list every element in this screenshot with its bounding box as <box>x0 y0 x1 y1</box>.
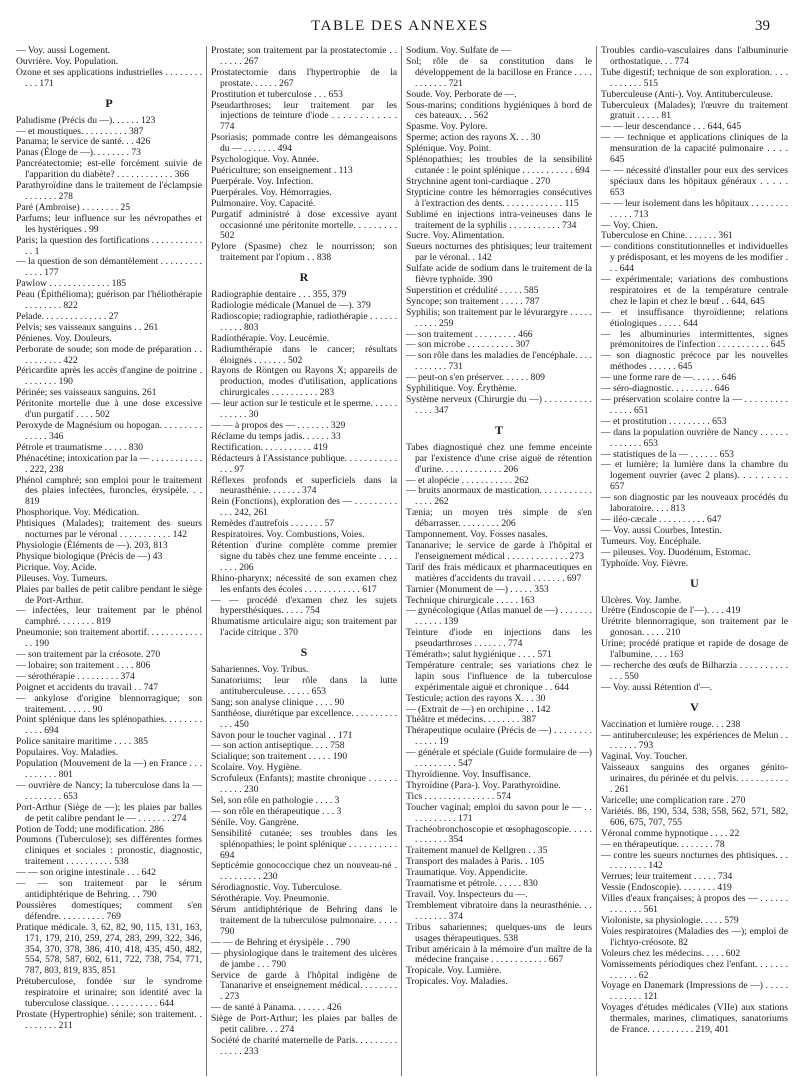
index-entry: Pétrole et traumatisme . . . . . 830 <box>16 441 144 453</box>
index-entry: Sueurs nocturnes des phtisiques; leur traitement par le véronal. . 142 <box>406 241 592 264</box>
index-entry: Trachéobronchoscopie et œsophagoscopie. . . . . . . . . . . . 354 <box>406 823 592 846</box>
index-entry: Tuberculose en Chine. . . . . . . 361 <box>601 230 733 242</box>
index-entry: Prostate (Hypertrophie) sénile; son traitement. . . . . . . . . 211 <box>16 1008 202 1031</box>
index-entry: Violoniste, sa physiologie. . . . . 579 <box>601 914 739 926</box>
index-entry: Population (Mouvement de la —) en France . . . . . . . . . . 801 <box>16 758 202 780</box>
section-letter: S <box>300 645 308 660</box>
index-entry: — contre les sueurs nocturnes des phtisiques. . . . . . . . . . . 142 <box>601 849 788 872</box>
index-entry: Technique chirurgicale . . . . . 163 <box>406 594 535 606</box>
index-entry: Soude. Voy. Perborate de —. <box>406 88 517 100</box>
index-entry: Système nerveux (Chirurgie du —) . . . . . . . . . . . . . . 347 <box>406 394 592 416</box>
index-entry: Traumatisme et pétrole. . . . . . 830 <box>406 878 538 890</box>
index-entry: — et moustiques. . . . . . . . . . 387 <box>16 125 144 137</box>
index-entry: Prostate; son traitement par la prostatectomie . . . . . . . 267 <box>211 46 397 67</box>
index-entry: Sang; son analyse clinique . . . . 90 <box>211 696 345 708</box>
index-entry: — son traitement . . . . . . . . . 466 <box>406 328 533 340</box>
index-entry: Pawlow . . . . . . . . . . . . . 185 <box>16 278 127 290</box>
index-entry: Vaisseaux sanguins des organes génito-urinaires, du périnée et du pelvis. . . . . . . . . . . . 261 <box>601 762 788 796</box>
index-entry: — bruits anormaux de mastication. . . . . . . . . . . . . . . 262 <box>406 485 592 508</box>
index-entry: — Voy. Chien. <box>601 219 658 231</box>
index-entry: — (Extrait de —) en orchipine . . 142 <box>406 703 551 715</box>
index-entry: Sahariennes. Voy. Tribus. <box>211 664 309 676</box>
index-entry: Tube digestif; technique de son exploration. . . . . . . . . . . 515 <box>601 66 788 89</box>
index-entry: — et insuffisance thyroïdienne; relations étiologiques . . . . . 644 <box>601 306 788 329</box>
index-entry: Tuberculeuse (Anti-). Voy. Antituberculeuse. <box>601 88 773 100</box>
index-entry: Typhoïde. Voy. Fièvre. <box>601 557 689 569</box>
index-entry: Paris; la question des fortifications . . . . . . . . . . . . . 1 <box>16 234 202 257</box>
index-entry: Tribut américain à la mémoire d'un maître de la médecine française . . . . . . . . . . . . 667 <box>406 943 592 966</box>
index-entry: Voies respiratoires (Maladies des —); emploi de l'ichtyo-créosote. 82 <box>601 925 788 948</box>
index-entry: Poumons (Tuberculose); ses différentes formes cliniques et sociales : pronostic, diagnostic, traitement . . . . . . . . . . 538 <box>16 834 202 868</box>
index-entry: Paré (Ambroise) . . . . . . . . 25 <box>16 201 131 213</box>
index-entry: Paludisme (Précis du —). . . . . . 123 <box>16 114 156 126</box>
index-entry: Remèdes d'autrefois . . . . . . . 57 <box>211 518 335 530</box>
index-entry: — statistiques de la — . . . . . . 653 <box>601 448 734 460</box>
index-entry: Tamponnement. Voy. Fosses nasales. <box>406 529 548 541</box>
index-entry: Tropicales. Voy. Maladies. <box>406 976 508 988</box>
index-entry: Rétention d'urine complète comme premier signe du tabès chez une femme enceinte . . . . . . . . 206 <box>211 539 397 573</box>
index-entry: Traitement manuel de Kellgren . . 35 <box>406 845 548 857</box>
index-entry: Picrique. Voy. Acide. <box>16 561 97 573</box>
index-entry: Police sanitaire maritime . . . . 385 <box>16 736 148 748</box>
index-entry: Potion de Todd; une modification. 286 <box>16 823 164 835</box>
index-entry: Strychnine agent toni-cardiaque . 270 <box>406 175 551 187</box>
index-entry: Phénacétine; intoxication par la — . . . . . . . . . . . . 222, 238 <box>16 452 202 475</box>
index-entry: Service de garde à l'hôpital indigène de Tananarive et enseignement médical. . . . . . . . . 273 <box>211 969 397 1003</box>
index-entry: — de santé à Panama. . . . . . . 426 <box>211 1002 342 1014</box>
index-entry: — pileuses. Voy. Duodénum, Estomac. <box>601 546 751 558</box>
index-entry: — — leur isolement dans les hôpitaux . . . . . . . . . . . . . 713 <box>601 197 788 220</box>
index-entry: Spasme. Voy. Pylore. <box>406 121 488 133</box>
index-entry: Santhéose, diurétique par excellence. . . . . . . . . . . . . 450 <box>211 707 397 730</box>
index-entry: Vaginal. Voy. Toucher. <box>601 751 688 763</box>
index-entry: Respiratoires. Voy. Combustions, Voies. <box>211 529 365 541</box>
index-entry: Rectification. . . . . . . . . . . 419 <box>211 441 328 453</box>
index-entry: — dans la population ouvrière de Nancy . . . . . . . . . . . . . 653 <box>601 426 788 449</box>
index-entry: Sérodiagnostic. Voy. Tuberculose. <box>211 882 342 894</box>
index-entry: — séro-diagnostic. . . . . . . . . 646 <box>601 383 730 395</box>
index-entry: Panama; le service de santé. . . 426 <box>16 136 151 148</box>
index-entry: Peroxyde de Magnésium ou hopogan. . . . . . . . . . . . . . 346 <box>16 420 202 442</box>
index-entry: Syphilis; son traitement par le lévurargyre . . . . . . . . . . 259 <box>406 306 592 329</box>
index-entry: Témérath»; salut hygiénique . . . . 571 <box>406 649 552 661</box>
index-entry: Prétuberculose, fondée sur le syndrome respiratoire et urinaire; son identité avec la tuberculose classique. . . . . . . . . . . 644 <box>16 976 202 1010</box>
index-entry: Rein (Fonctions), exploration des — . . . . . . . . . . . . 242, 261 <box>211 496 397 519</box>
index-entry: Psychologique. Voy. Année. <box>211 154 319 166</box>
index-entry: Rayons de Röntgen ou Rayons X; appareils de production, modes d'utilisation, applications chirurgicales . . . . . . . . . . 283 <box>211 365 397 399</box>
index-entry: — iléo-cæcale . . . . . . . . . . 647 <box>601 513 722 525</box>
index-entry: Tananarive; le service de garde à l'hôpital et l'enseignement médical . . . . . . . . . . . . . 273 <box>406 539 592 562</box>
index-entry: Poussières domestiques; comment s'en défendre. . . . . . . . . . 769 <box>16 899 202 922</box>
index-entry: Pileuses. Voy. Tumeurs. <box>16 572 108 584</box>
index-entry: — physiologique dans le traitement des ulcères de jambe . . . 790 <box>211 947 397 970</box>
index-entry: Syphilitique. Voy. Érythème. <box>406 383 517 395</box>
index-entry: Splénique. Voy. Point. <box>406 143 492 155</box>
index-entry: — en thérapeutique. . . . . . . . 78 <box>601 838 725 850</box>
index-entry: Pneumonie; son traitement abortif. . . . . . . . . . . . . . 190 <box>16 627 202 650</box>
index-entry: Urètre (Endoscopie de l'—). . . . 419 <box>601 605 741 617</box>
index-entry: Teinture d'iode en injections dans les pseudarthroses . . . . . . . 774 <box>406 627 592 650</box>
index-entry: Périnée; ses vaisseaux sanguins. 261 <box>16 387 157 399</box>
index-entry: Phénol camphré; son emploi pour le traitement des plaies infectées, furoncles, érysipèle. . . 819 <box>16 474 202 508</box>
index-entry: Superstition et crédulité . . . . . 585 <box>406 284 539 296</box>
index-entry: Sulfate acide de sodium dans le traitement de la fièvre typhoïde. 390 <box>406 263 592 286</box>
index-entry: — les albuminuries intermittentes, signes prémonitoires de l'infection . . . . . . . . . . . 645 <box>601 328 788 351</box>
index-entry: Savon pour le toucher vaginal . . 171 <box>211 729 353 741</box>
index-entry: — leur action sur le testicule et le sperme. . . . . . . . . . . . 30 <box>211 398 397 421</box>
index-entry: Sensibilité cutanée; ses troubles dans les splénopathies; le point splénique . . . . . . . . . . 694 <box>211 827 397 861</box>
index-entry: Tarnier (Monument de —) . . . . . 353 <box>406 583 549 595</box>
index-entry: — — nécessité d'installer pour eux des services spéciaux dans les hôpitaux généraux . . . . . 653 <box>601 164 788 198</box>
index-entry: — peut-on s'en préserver. . . . . . 809 <box>406 372 545 384</box>
index-column-2 <box>207 46 402 1076</box>
index-entry: Tics . . . . . . . . . . . . . . . 574 <box>406 790 511 802</box>
index-entry: Thérapeutique oculaire (Précis de —) . . . . . . . . . . . . . 19 <box>406 725 592 748</box>
index-entry: — expérimentale; variations des combustions respiratoires et de la température centrale chez le lapin et chez le bœuf . . 644, 645 <box>601 274 788 307</box>
index-entry: — Voy. aussi Logement. <box>16 46 111 56</box>
page-title: TABLE DES ANNEXES <box>311 18 489 34</box>
index-entry: Pelade. . . . . . . . . . . . . . 27 <box>16 310 119 322</box>
section-letter: U <box>690 575 699 590</box>
index-entry: Péritonite mortelle due à une dose excessive d'un purgatif . . . . 502 <box>16 398 202 421</box>
index-entry: Rhumatisme articulaire aigu; son traitement par l'acide citrique . 370 <box>211 616 397 639</box>
index-entry: Théâtre et médecins. . . . . . . . 387 <box>406 714 537 726</box>
section-letter: P <box>105 95 113 110</box>
index-entry: Radiographie dentaire . . . 355, 379 <box>211 289 347 301</box>
index-entry: Pratique médicale. 3, 62, 82, 90, 115, 131, 163, 171, 179, 210, 259, 274, 283, 299, 322, 346, 354, 370, 378, 386, 410, 418, 435, 450, 482, 554, 578, 587, 602, 611, 722, 738, 754, 771, 787, 803, 819, 835, 851 <box>16 921 202 977</box>
index-entry: Puerpérales. Voy. Hémorragies. <box>211 186 332 198</box>
index-entry: Plaies par balles de petit calibre pendant le siège de Port-Arthur. <box>16 583 202 606</box>
index-entry: Tropicale. Voy. Lumière. <box>406 965 502 977</box>
index-entry: Syncope; son traitement . . . . . 787 <box>406 295 540 307</box>
index-entry: — son diagnostic précoce par les nouvelles méthodes . . . . . . 645 <box>601 350 788 373</box>
index-entry: Psoriasis; pommade contre les démangeaisons du — . . . . . . . 494 <box>211 132 397 155</box>
index-entry: Scolaire. Voy. Hygiène. <box>211 762 302 774</box>
index-entry: — — à propos des — . . . . . . . 329 <box>211 420 346 431</box>
index-entry: — la question de son démantèlement . . . . . . . . . . . . . 177 <box>16 256 202 279</box>
index-entry: Réflexes profonds et superficiels dans la neurasthénie. . . . . . . 374 <box>211 474 397 497</box>
index-entry: — — procédé d'examen chez les sujets hypersthésiques. . . . . 754 <box>211 594 397 617</box>
index-entry: — ankylose d'origine blennorragique; son traitement. . . . . . 90 <box>16 692 202 715</box>
index-entry: Prostatectomie dans l'hypertrophie de la prostate. . . . . . 267 <box>211 66 397 89</box>
index-entry: Tremblement vibratoire dans la neurasthénie. . . . . . . . . . 374 <box>406 899 592 922</box>
index-entry: Sodium. Voy. Sulfate de — <box>406 46 511 56</box>
index-entry: Scrofuleux (Enfants); mastite chronique . . . . . . . . . . . 230 <box>211 773 397 796</box>
section-letter: V <box>690 699 699 714</box>
index-entry: Pelvis; ses vaisseaux sanguins . . 261 <box>16 321 159 333</box>
index-entry: — préservation scolaire contre la — . . . . . . . . . . . . . . 651 <box>601 394 788 416</box>
index-entry: Sel, son rôle en pathologie . . . . 3 <box>211 795 340 806</box>
index-entry: Variétés. 86, 190, 534, 538, 558, 562, 571, 582, 606, 675, 707, 755 <box>601 805 788 828</box>
index-entry: — une forme rare de —. . . . . . 646 <box>601 372 737 384</box>
index-entry: — antituberculeuse; les expériences de Melun . . . . . . . . 793 <box>601 729 788 752</box>
index-entry: Parfums; leur influence sur les névropathes et les hystériques . 99 <box>16 212 202 235</box>
index-entry: Toucher vaginal; emploi du savon pour le — . . . . . . . . . . . 171 <box>406 801 592 824</box>
index-entry: Prostitution et tuberculose . . . 653 <box>211 88 343 100</box>
index-entry: — — de Behring et érysipèle . . 790 <box>211 936 351 948</box>
index-entry: Siège de Port-Arthur; les plaies par balles de petit calibre. . . 274 <box>211 1013 397 1036</box>
index-entry: Pénienes. Voy. Douleurs. <box>16 332 112 344</box>
index-entry: Radiothérapie. Voy. Leucémie. <box>211 332 330 344</box>
page-header <box>0 18 800 42</box>
index-entry: — son diagnostic par les nouveaux procédés du laboratoire. . . . 813 <box>601 492 788 515</box>
index-entry: Troubles cardio-vasculaires dans l'albuminurie orthostatique. . . 774 <box>601 46 788 67</box>
page-number: 39 <box>755 18 770 34</box>
index-entry: Phtisiques (Malades); traitement des sueurs nocturnes par le véronal . . . . . . . . . . . 142 <box>16 518 202 541</box>
index-entry: — sérothérapie . . . . . . . . . 374 <box>16 670 135 682</box>
index-entry: Radiumthérapie dans le cancer; résultats éloignés . . . . . . . 502 <box>211 343 397 366</box>
index-entry: Voyages d'études médicales (VIIe) aux stations thermales, marines, climatiques, sanatoriums de France. . . . . . . . . . 219, 401 <box>601 1002 788 1036</box>
index-column-4 <box>597 46 792 1076</box>
index-entry: Scialique; son traitement . . . . . 190 <box>211 751 348 763</box>
index-entry: Populaires. Voy. Maladies. <box>16 747 119 759</box>
index-entry: Sérothérapie. Voy. Pneumonie. <box>211 893 330 905</box>
index-entry: Pulmonaire. Voy. Capacité. <box>211 197 316 209</box>
index-entry: — et lumière; la lumière dans la chambre du logement ouvrier (avec 2 plans). . . . . . . . . 657 <box>601 459 788 493</box>
index-entry: Puerpérale. Voy. Infection. <box>211 175 314 187</box>
index-entry: Panas (Éloge de —). . . . . . . . 73 <box>16 147 141 159</box>
index-entry: Radioscopie; radiographie, radiothérapie . . . . . . . . . . . 803 <box>211 310 397 333</box>
index-entry: Tuberculeux (Malades); l'œuvre du traitement gratuit . . . . . 81 <box>601 99 788 122</box>
index-entry: Urine; procédé pratique et rapide de dosage de l'albumine. . . . 163 <box>601 638 788 661</box>
section-letter: R <box>299 270 309 285</box>
index-entry: Ouvrière. Voy. Population. <box>16 55 119 67</box>
index-entry: Parathyroïdine dans le traitement de l'éclampsie . . . . . . . 278 <box>16 180 202 202</box>
index-entry: Rhino-pharynx; nécessité de son examen chez les enfants des écoles . . . . . . . . . . . . 617 <box>211 572 397 595</box>
index-column-3 <box>402 46 597 1076</box>
index-entry: Pseudarthroses; leur traitement par les injections de teinture d'iode . . . . . . . . . . . . 774 <box>211 99 397 133</box>
index-entry: Traumatique. Voy. Appendicite. <box>406 867 528 879</box>
index-entry: Purgatif administré à dose excessive ayant occasionné une péritonite mortelle. . . . . . . . . 502 <box>211 208 397 242</box>
index-entry: Varicelle; une complication rare . 270 <box>601 795 746 806</box>
index-entry: — gynécologique (Atlas manuel de —) . . . . . . . . . . . . . 139 <box>406 605 592 628</box>
index-entry: Peau (Épithélioma); guérison par l'héliothérapie . . . . . . . . 822 <box>16 289 202 312</box>
index-entry: — Voy. aussi Rétention d'—. <box>601 681 713 693</box>
index-column-1 <box>12 46 207 1076</box>
index-entry: Transport des malades à Paris. . 105 <box>406 856 545 868</box>
index-entry: — et prostitution . . . . . . . . . 653 <box>601 415 727 427</box>
index-entry: Poignet et accidents du travail . . 747 <box>16 681 159 693</box>
index-entry: — — leur descendance . . . 644, 645 <box>601 121 742 133</box>
index-entry: — générale et spéciale (Guide formulaire de —) . . . . . . . . . 547 <box>406 747 592 770</box>
index-entry: Splénopathies; les troubles de la sensibilité cutanée : le point splénique . . . . . . . . . . . 694 <box>406 154 592 176</box>
section-letter: T <box>494 422 503 437</box>
index-entry: Voleurs chez les médecins. . . . . 602 <box>601 947 741 959</box>
index-entry: Urétrite blennorragique, son traitement par le gonosan. . . . . 210 <box>601 616 788 639</box>
index-entry: Vessie (Endoscopie). . . . . . . . 419 <box>601 882 732 894</box>
index-entry: — lobaire; son traitement . . . . 806 <box>16 659 151 671</box>
index-entry: Sol; rôle de sa constitution dans le développement de la bacillose en France . . . . . . . . . . . 721 <box>406 55 592 89</box>
index-entry: Ozone et ses applications industrielles . . . . . . . . . . . 171 <box>16 66 202 89</box>
index-entry: Sanatoriums; leur rôle dans la lutte antituberculeuse. . . . . . 653 <box>211 675 397 697</box>
index-entry: Physique biologique (Précis de —) 43 <box>16 550 163 562</box>
index-entry: Température centrale; ses variations chez le lapin sous l'influence de la tuberculose expérimentale aiguë et chronique . . 644 <box>406 659 592 693</box>
index-entry: Port-Arthur (Siège de —); les plaies par balles de petit calibre pendant le — . . . . . . . 274 <box>16 801 202 824</box>
index-entry: — ouvrière de Nancy; la tuberculose dans la — . . . . . . . . 653 <box>16 779 202 802</box>
index-entry: Sérum antidiphtérique de Behring dans le traitement de la tuberculose pulmonaire. . . . . 790 <box>211 904 397 937</box>
index-entry: Réclame du temps jadis. . . . . . 33 <box>211 430 341 442</box>
index-entry: Sperme; action des rayons X. . . 30 <box>406 132 541 144</box>
index-entry: Phosphorique. Voy. Médication. <box>16 507 139 519</box>
index-entry: Radiologie médicale (Manuel de —). 379 <box>211 300 371 312</box>
index-entry: Point splénique dans les splénopathies. . . . . . . . . . . . 694 <box>16 714 202 737</box>
index-entry: Pylore (Spasme) chez le nourrisson; son traitement par l'opium . . 838 <box>211 241 397 264</box>
index-entry: Sénile. Voy. Gangrène. <box>211 816 299 828</box>
index-entry: — — son traitement par le sérum antidiphtérique de Behring. . . 790 <box>16 878 202 900</box>
index-entry: — son traitement par la créosote. 270 <box>16 649 161 661</box>
index-entry: Société de charité maternelle de Paris. . . . . . . . . . . . . . 233 <box>211 1034 397 1057</box>
index-entry: Physiologie (Éléments de —). 203, 813 <box>16 539 168 551</box>
index-entry: Rédacteurs à l'Assistance publique. . . . . . . . . . . . . . 97 <box>211 452 397 475</box>
index-entry: — — son origine intestinale . . . 642 <box>16 867 156 879</box>
index-entry: Sous-marins; conditions hygiéniques à bord de ces bateaux. . . 562 <box>406 99 592 122</box>
index-entry: Verrues; leur traitement . . . . . 734 <box>601 871 733 883</box>
index-entry: Testicule; action des rayons X. . . 30 <box>406 692 546 704</box>
index-entry: Tabes diagnostiqué chez une femme enceinte par l'existence d'une crise aiguë de rétention d'urine. . . . . . . . . . . . . 206 <box>406 441 592 475</box>
index-entry: — son rôle en thérapeutique . . . 3 <box>211 805 342 817</box>
index-entry: — son microbe . . . . . . . . . . 307 <box>406 339 530 351</box>
index-entry: Tænia; un moyen très simple de s'en débarrasser. . . . . . . . . 206 <box>406 507 592 530</box>
index-entry: — recherche des œufs de Bilharzia . . . . . . . . . . . . . 550 <box>601 659 788 682</box>
index-entry: Vomissements périodiques chez l'enfant. . . . . . . . . . . . . 62 <box>601 958 788 981</box>
index-entry: — conditions constitutionnelles et individuelles y prédisposant, et les moyens de les modifier . . . 644 <box>601 241 788 275</box>
index-entry: Tarif des frais médicaux et pharmaceutiques en matières d'accidents du travail . . . . . . . 697 <box>406 561 592 584</box>
index-columns <box>12 46 792 1076</box>
index-entry: Sublimé en injections intra-veineuses dans le traitement de la syphilis . . . . . . . . . . . 734 <box>406 208 592 231</box>
index-entry: Péricardite après les accès d'angine de poitrine . . . . . . . . 190 <box>16 365 202 388</box>
index-entry: Perborate de soude; son mode de préparation . . . . . . . . . . 422 <box>16 343 202 366</box>
index-entry: Voyage en Danemark (Impressions de —) . . . . . . . . . . . . 121 <box>601 980 788 1003</box>
index-entry: — — technique et applications cliniques de la mensuration de la capacité pulmonaire . . . . 645 <box>601 132 788 166</box>
index-entry: Vaccination et lumière rouge. . . 238 <box>601 718 741 730</box>
index-entry: Villes d'eaux françaises; à propos des — . . . . . . . . . . . . . 561 <box>601 893 788 916</box>
index-entry: Septicémie gonococcique chez un nouveau-né . . . . . . . . . . 230 <box>211 860 397 883</box>
index-entry: Travail. Voy. Inspecteurs du —. <box>406 888 528 900</box>
index-entry: — infectées, leur traitement par le phénol camphré. . . . . . . . 819 <box>16 605 202 628</box>
index-entry: — et alopécie . . . . . . . . . . . 262 <box>406 474 529 486</box>
index-entry: Tribus sahariennes; quelques-uns de leurs usages thérapeutiques. 538 <box>406 921 592 944</box>
index-entry: Thyroïdienne. Voy. Insuffisance. <box>406 769 531 780</box>
index-entry: Sucre. Voy. Alimentation. <box>406 230 505 242</box>
index-entry: Véronal comme hypnotique . . . . 22 <box>601 827 740 839</box>
index-entry: Thyroïdine (Para-). Voy. Parathyroïdine. <box>406 779 561 791</box>
index-entry: — Voy. aussi Courbes, Intestin. <box>601 524 722 536</box>
index-entry: Puériculture; son enseignement . 113 <box>211 164 353 176</box>
index-entry: — son action antiseptique. . . . 758 <box>211 740 345 752</box>
index-entry: Ulcères. Voy. Jambe. <box>601 594 682 606</box>
index-entry: — son rôle dans les maladies de l'encéphale. . . . . . . . . . . 731 <box>406 350 592 373</box>
index-entry: Pancréatectomie; est-elle forcément suivie de l'apparition du diabète? . . . . . . . . . . . . 366 <box>16 158 202 181</box>
index-entry: Stypticine contre les hémorragies consécutives à l'extraction des dents. . . . . . . . . . . . . 115 <box>406 186 592 209</box>
index-entry: Tumeurs. Voy. Encéphale. <box>601 535 702 547</box>
